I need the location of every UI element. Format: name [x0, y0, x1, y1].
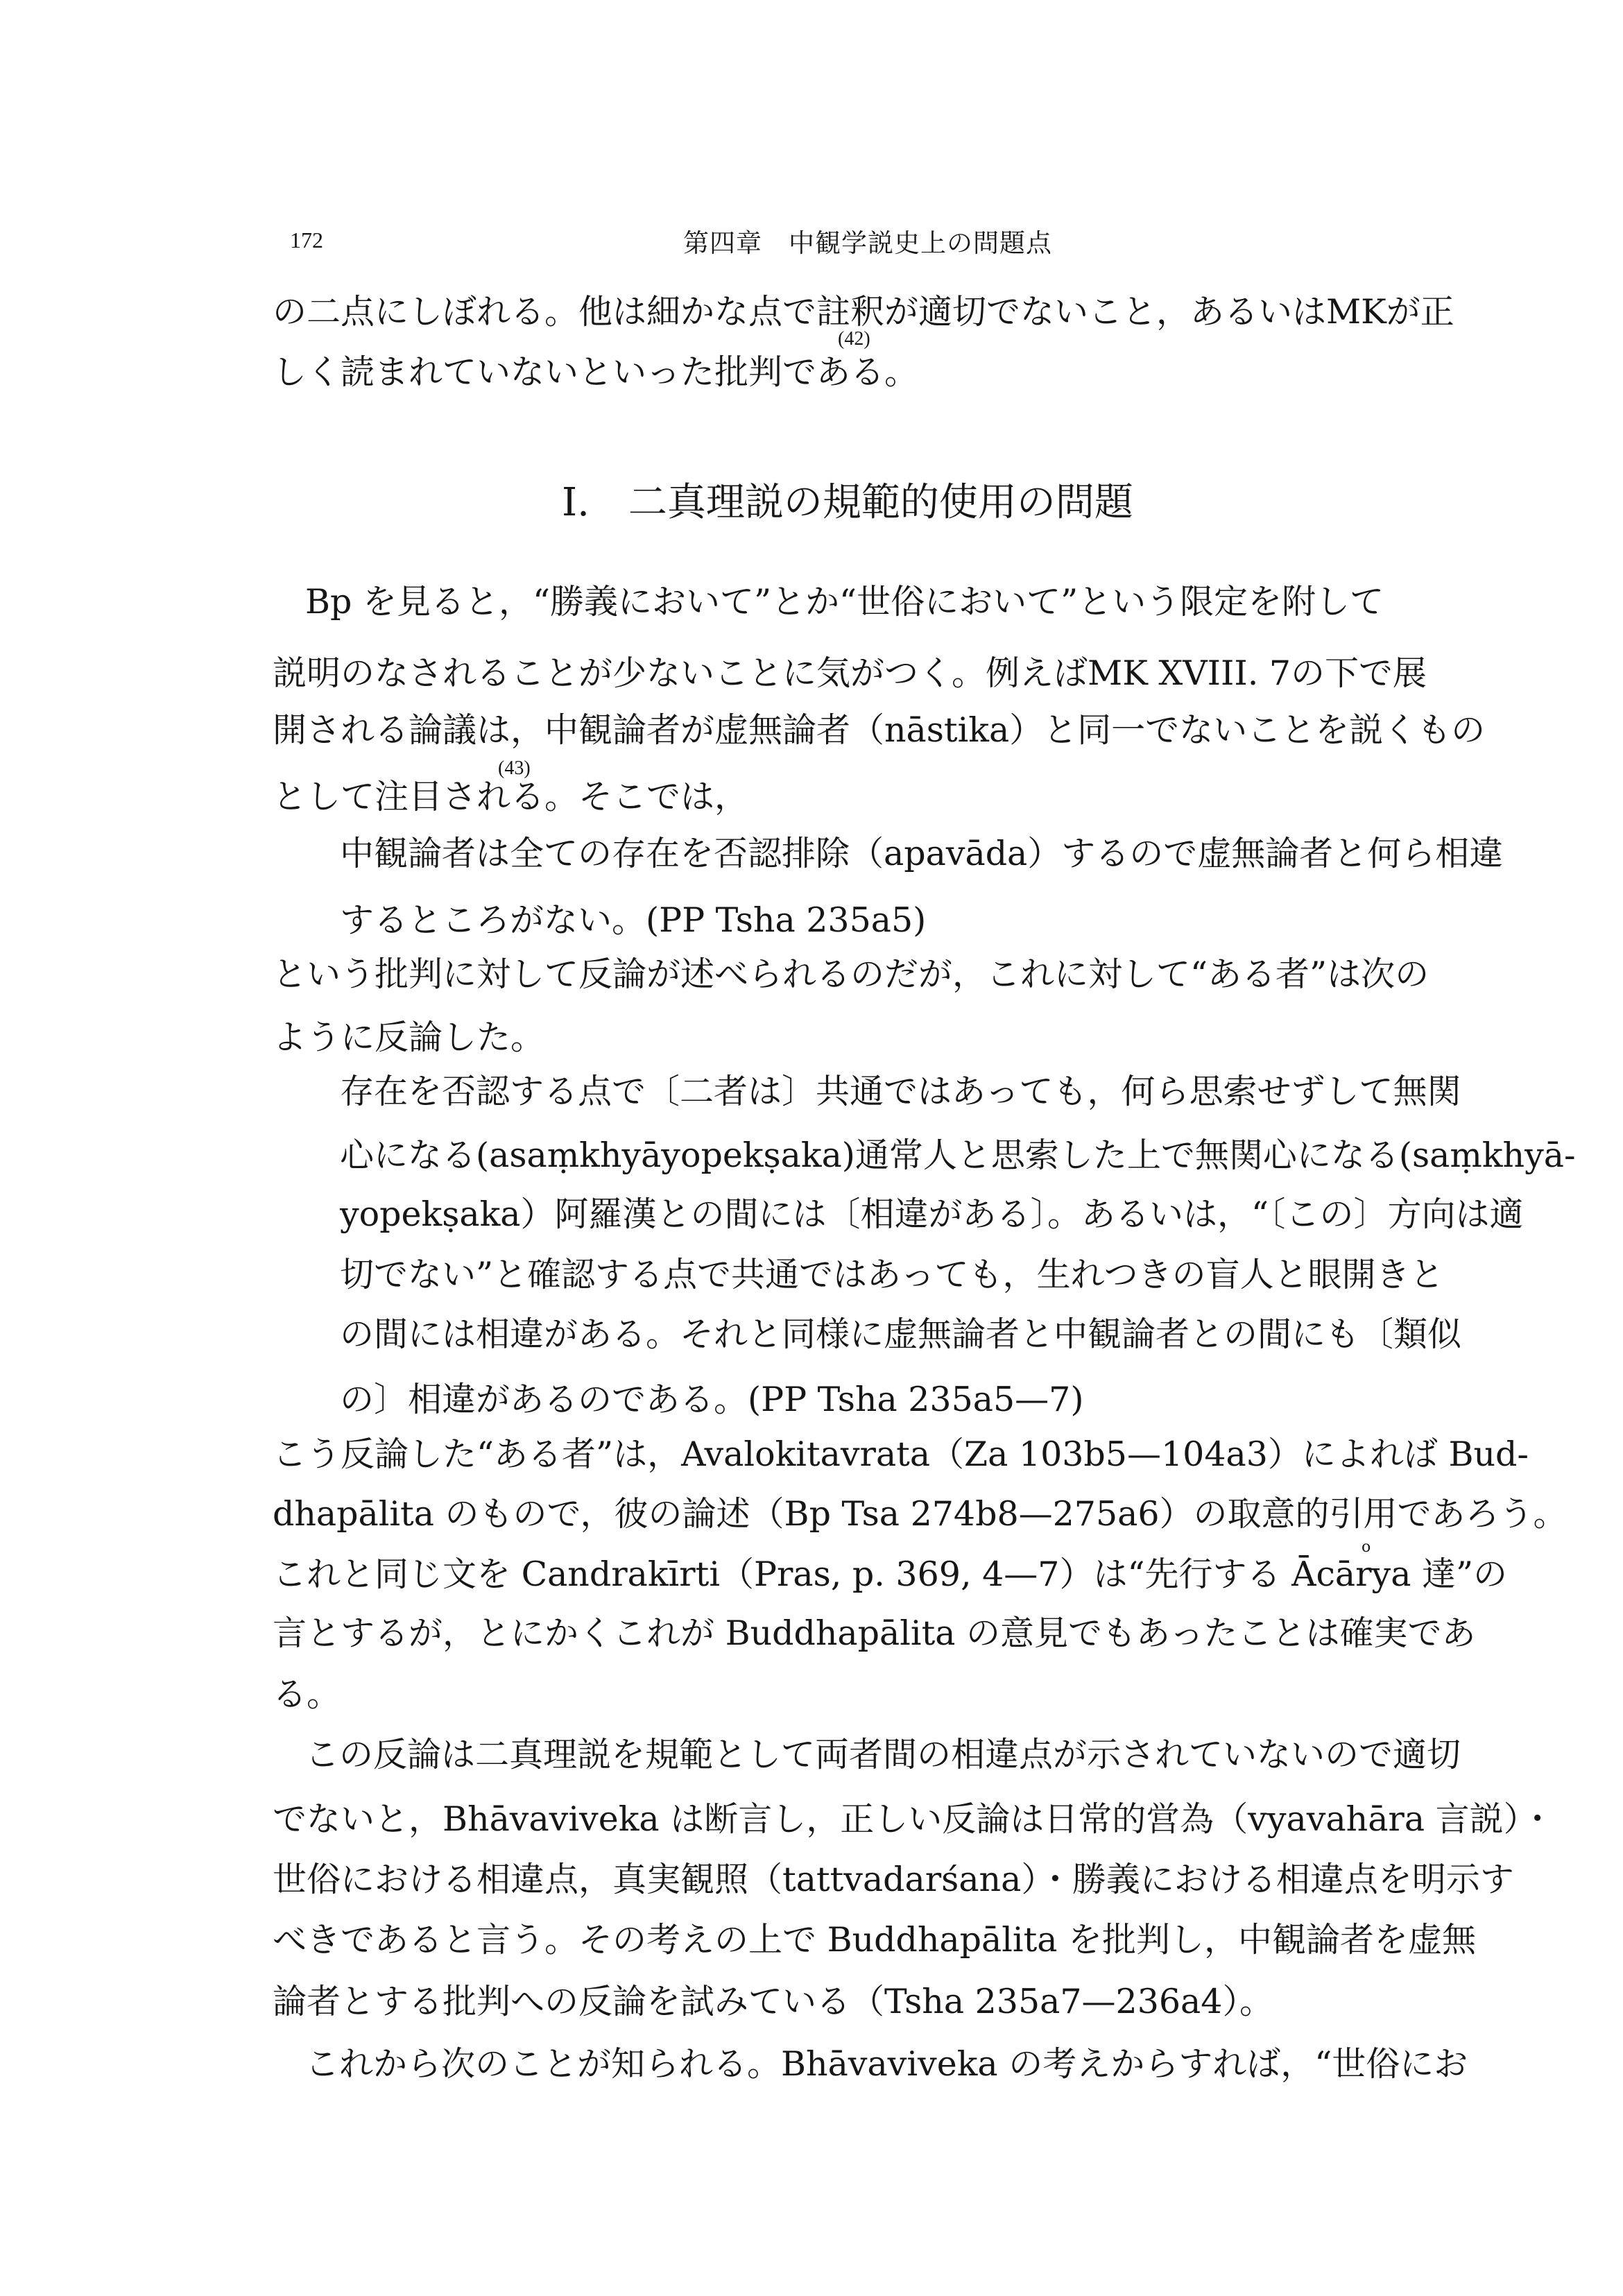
- text-line: Bp を見ると，“勝義において”とか“世俗において”という限定を附して: [305, 582, 1384, 622]
- text-line: ように反論した。: [273, 1018, 545, 1057]
- text-line: 世俗における相違点，真実観照（tattvadarśana）・勝義における相違点を明示す: [273, 1860, 1514, 1899]
- text-line: る。: [273, 1674, 341, 1714]
- quote-line: 切でない”と確認する点で共通ではあっても，生れつきの盲人と眼開きと: [340, 1255, 1444, 1294]
- quote-line: 中観論者は全ての存在を否認排除（apavāda）するので虚無論者と何ら相違: [340, 834, 1504, 873]
- section-title: I. 二真理説の規範的使用の問題: [562, 480, 1133, 525]
- text-line: として注目される。そこでは，: [273, 777, 749, 816]
- quote-line: yopekṣaka）阿羅漢との間には〔相違がある〕。あるいは，“〔この〕方向は適: [340, 1194, 1524, 1234]
- text-line: 論者とする批判への反論を試みている（Tsha 235a7—236a4）。: [273, 1982, 1273, 2021]
- text-line: この反論は二真理説を規範として両者間の相違点が示されていないので適切: [305, 1735, 1461, 1774]
- text-line: dhapālita のもので，彼の論述（Bp Tsa 274b8—275a6）の取意的引用であろう。: [273, 1494, 1568, 1534]
- quote-line: するところがない。(PP Tsha 235a5): [340, 900, 927, 940]
- text-line: の二点にしぼれる。他は細かな点で註釈が適切でないこと，あるいはMKが正: [273, 292, 1454, 332]
- text-line: という批判に対して反論が述べられるのだが，これに対して“ある者”は次の: [273, 954, 1429, 994]
- text-line: しく読まれていないといった批判である。: [273, 352, 919, 392]
- text-line: 開される論議は，中観論者が虚無論者（nāstika）と同一でないことを説くもの: [273, 710, 1486, 750]
- text-line: でないと，Bhāvaviveka は断言し，正しい反論は日常的営為（vyavahāra 言説）・: [273, 1799, 1555, 1839]
- text-line: これから次のことが知られる。Bhāvaviveka の考えからすれば，“世俗にお: [305, 2044, 1468, 2084]
- footnote-ref: (43): [498, 757, 531, 779]
- quote-line: 心になる(asaṃkhyāyopekṣaka)通常人と思索した上で無関心になる(saṃkhyā-: [340, 1136, 1576, 1175]
- running-head: 第四章 中観学説史上の問題点: [683, 228, 1052, 258]
- text-line: 説明のなされることが少ないことに気がつく。例えばMK XVIII. 7の下で展: [273, 653, 1427, 693]
- text-line: これと同じ文を Candrakīrti（Pras, p. 369, 4—7）は“先行する Ācārya 達”の: [273, 1554, 1508, 1594]
- text-line: 言とするが，とにかくこれが Buddhapālita の意見でもあったことは確実であ: [273, 1613, 1476, 1653]
- footnote-ref: (42): [838, 328, 870, 350]
- quote-line: の〕相違があるのである。(PP Tsha 235a5—7): [340, 1380, 1084, 1419]
- quote-line: の間には相違がある。それと同様に虚無論者と中観論者との間にも〔類似: [340, 1314, 1462, 1354]
- text-line: こう反論した“ある者”は，Avalokitavrata（Za 103b5—104a3）によれば Bud-: [273, 1434, 1529, 1474]
- quote-line: 存在を否認する点で〔二者は〕共通ではあっても，何ら思索せずして無関: [340, 1072, 1461, 1111]
- emphasis-mark: o: [1362, 1539, 1371, 1556]
- page-number: 172: [290, 228, 323, 252]
- text-line: べきであると言う。その考えの上で Buddhapālita を批判し，中観論者を虚無: [273, 1920, 1477, 1960]
